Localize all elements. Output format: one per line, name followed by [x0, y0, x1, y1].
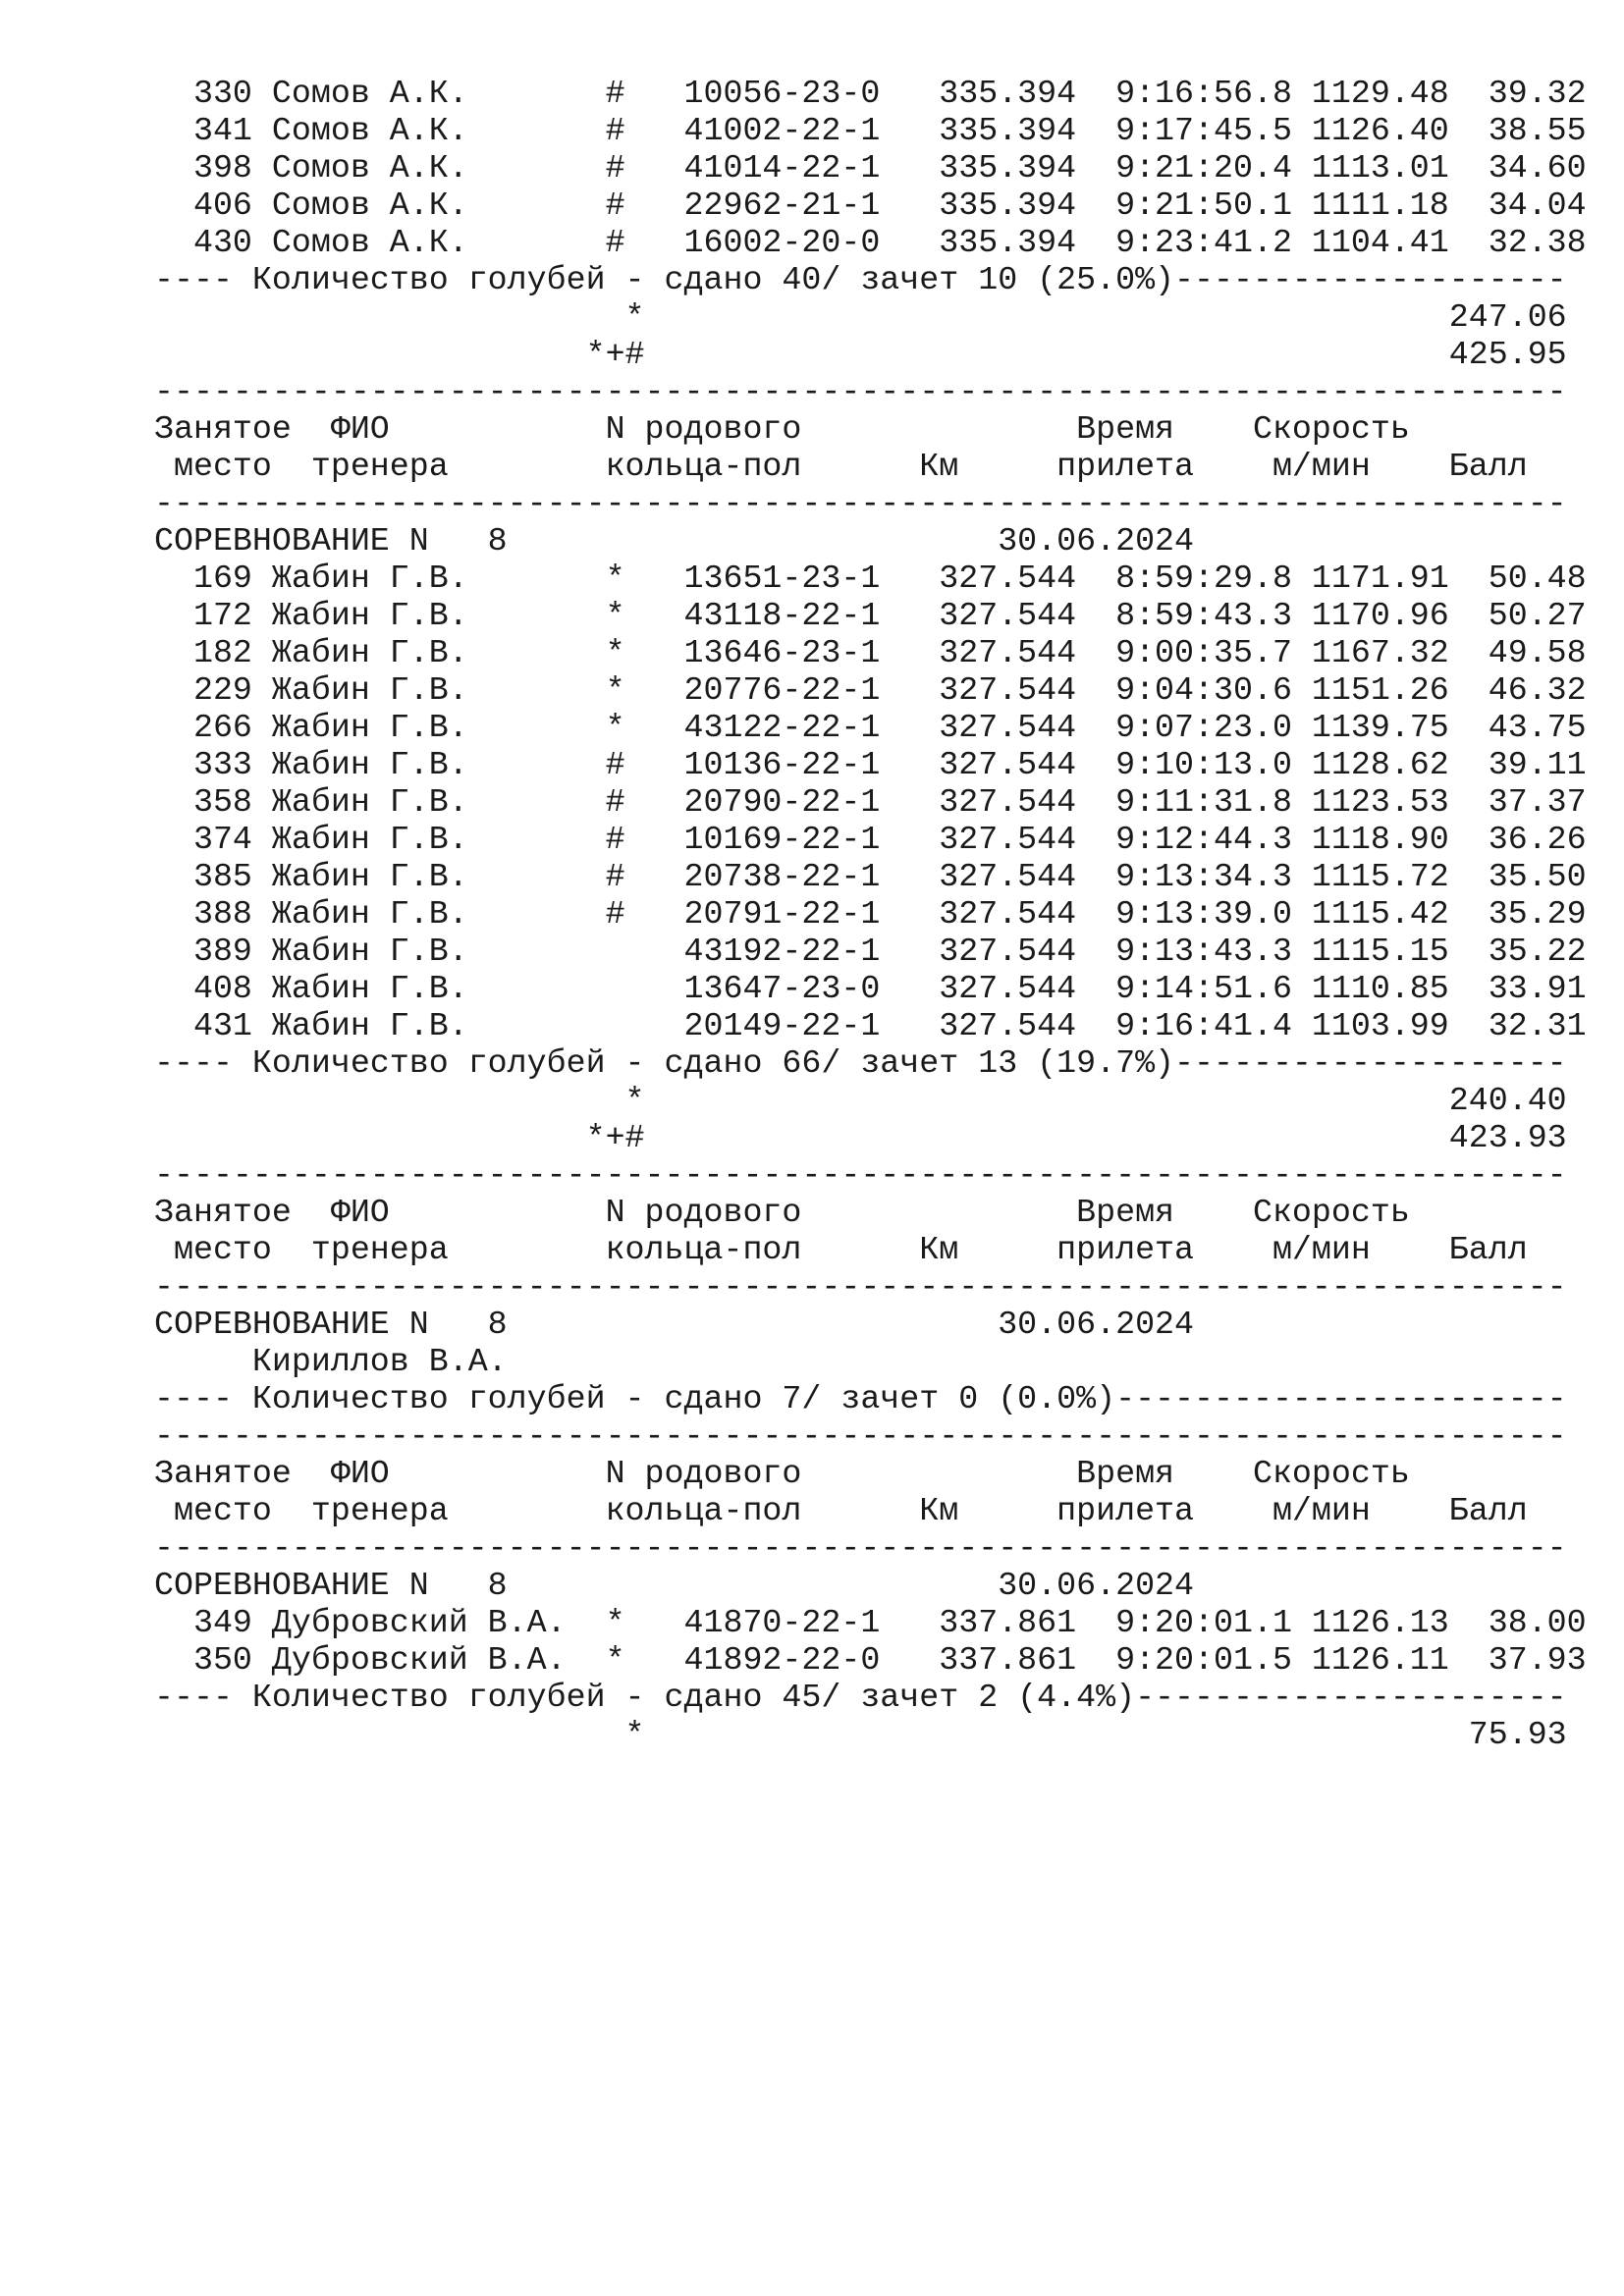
result-row: 408 Жабин Г.В. 13647-23-0 327.544 9:14:51.6 1110.85 33.91	[154, 970, 1587, 1007]
result-row: 330 Сомов А.К. # 10056-23-0 335.394 9:16:56.8 1129.48 39.32	[154, 75, 1587, 112]
result-row: 182 Жабин Г.В. * 13646-23-1 327.544 9:00:35.7 1167.32 49.58	[154, 634, 1587, 671]
column-header-2: место тренера кольца-пол Км прилета м/мин Балл	[154, 448, 1528, 485]
total-star-plus-hash: *+# 423.93	[154, 1119, 1567, 1156]
result-row: 172 Жабин Г.В. * 43118-22-1 327.544 8:59:43.3 1170.96 50.27	[154, 597, 1587, 634]
result-row: 350 Дубровский В.А. * 41892-22-0 337.861 9:20:01.5 1126.11 37.93	[154, 1641, 1587, 1679]
result-row: 406 Сомов А.К. # 22962-21-1 335.394 9:21:50.1 1111.18 34.04	[154, 187, 1587, 224]
result-row: 385 Жабин Г.В. # 20738-22-1 327.544 9:13:34.3 1115.72 35.50	[154, 858, 1587, 895]
separator: ------------------------------------------------------------------------	[154, 1156, 1567, 1194]
total-star-plus-hash: *+# 425.95	[154, 336, 1567, 373]
column-header-1: Занятое ФИО N родового Время Скорость	[154, 1194, 1410, 1231]
separator: ------------------------------------------------------------------------	[154, 1417, 1567, 1455]
total-star: * 75.93	[154, 1716, 1567, 1753]
result-row: 398 Сомов А.К. # 41014-22-1 335.394 9:21:20.4 1113.01 34.60	[154, 149, 1587, 187]
result-row: 388 Жабин Г.В. # 20791-22-1 327.544 9:13:39.0 1115.42 35.29	[154, 895, 1587, 933]
result-row: 389 Жабин Г.В. 43192-22-1 327.544 9:13:43.3 1115.15 35.22	[154, 933, 1587, 970]
summary-line: ---- Количество голубей - сдано 45/ зачет 2 (4.4%)----------------------	[154, 1679, 1567, 1716]
result-row: 430 Сомов А.К. # 16002-20-0 335.394 9:23:41.2 1104.41 32.38	[154, 224, 1587, 261]
separator: ------------------------------------------------------------------------	[154, 373, 1567, 410]
column-header-1: Занятое ФИО N родового Время Скорость	[154, 1455, 1410, 1492]
column-header-1: Занятое ФИО N родового Время Скорость	[154, 410, 1410, 448]
summary-line: ---- Количество голубей - сдано 7/ зачет 0 (0.0%)-----------------------	[154, 1380, 1567, 1417]
result-row: 349 Дубровский В.А. * 41870-22-1 337.861 9:20:01.1 1126.13 38.00	[154, 1604, 1587, 1641]
trainer-name: Кириллов В.А.	[154, 1343, 508, 1380]
competition-heading: СОРЕВНОВАНИЕ N 8 30.06.2024	[154, 522, 1195, 560]
summary-line: ---- Количество голубей - сдано 40/ зачет 10 (25.0%)--------------------	[154, 261, 1567, 298]
result-row: 341 Сомов А.К. # 41002-22-1 335.394 9:17:45.5 1126.40 38.55	[154, 112, 1587, 149]
separator: ------------------------------------------------------------------------	[154, 1529, 1567, 1567]
result-row: 229 Жабин Г.В. * 20776-22-1 327.544 9:04:30.6 1151.26 46.32	[154, 671, 1587, 709]
result-row: 374 Жабин Г.В. # 10169-22-1 327.544 9:12:44.3 1118.90 36.26	[154, 821, 1587, 858]
results-report	[154, 75, 1587, 1753]
separator: ------------------------------------------------------------------------	[154, 485, 1567, 522]
competition-heading: СОРЕВНОВАНИЕ N 8 30.06.2024	[154, 1306, 1195, 1343]
column-header-2: место тренера кольца-пол Км прилета м/мин Балл	[154, 1492, 1528, 1529]
result-row: 266 Жабин Г.В. * 43122-22-1 327.544 9:07:23.0 1139.75 43.75	[154, 709, 1587, 746]
result-row: 169 Жабин Г.В. * 13651-23-1 327.544 8:59:29.8 1171.91 50.48	[154, 560, 1587, 597]
result-row: 431 Жабин Г.В. 20149-22-1 327.544 9:16:41.4 1103.99 32.31	[154, 1007, 1587, 1044]
competition-heading: СОРЕВНОВАНИЕ N 8 30.06.2024	[154, 1567, 1195, 1604]
separator: ------------------------------------------------------------------------	[154, 1268, 1567, 1306]
summary-line: ---- Количество голубей - сдано 66/ зачет 13 (19.7%)--------------------	[154, 1044, 1567, 1082]
total-star: * 247.06	[154, 298, 1567, 336]
column-header-2: место тренера кольца-пол Км прилета м/мин Балл	[154, 1231, 1528, 1268]
result-row: 358 Жабин Г.В. # 20790-22-1 327.544 9:11:31.8 1123.53 37.37	[154, 783, 1587, 821]
result-row: 333 Жабин Г.В. # 10136-22-1 327.544 9:10:13.0 1128.62 39.11	[154, 746, 1587, 783]
total-star: * 240.40	[154, 1082, 1567, 1119]
